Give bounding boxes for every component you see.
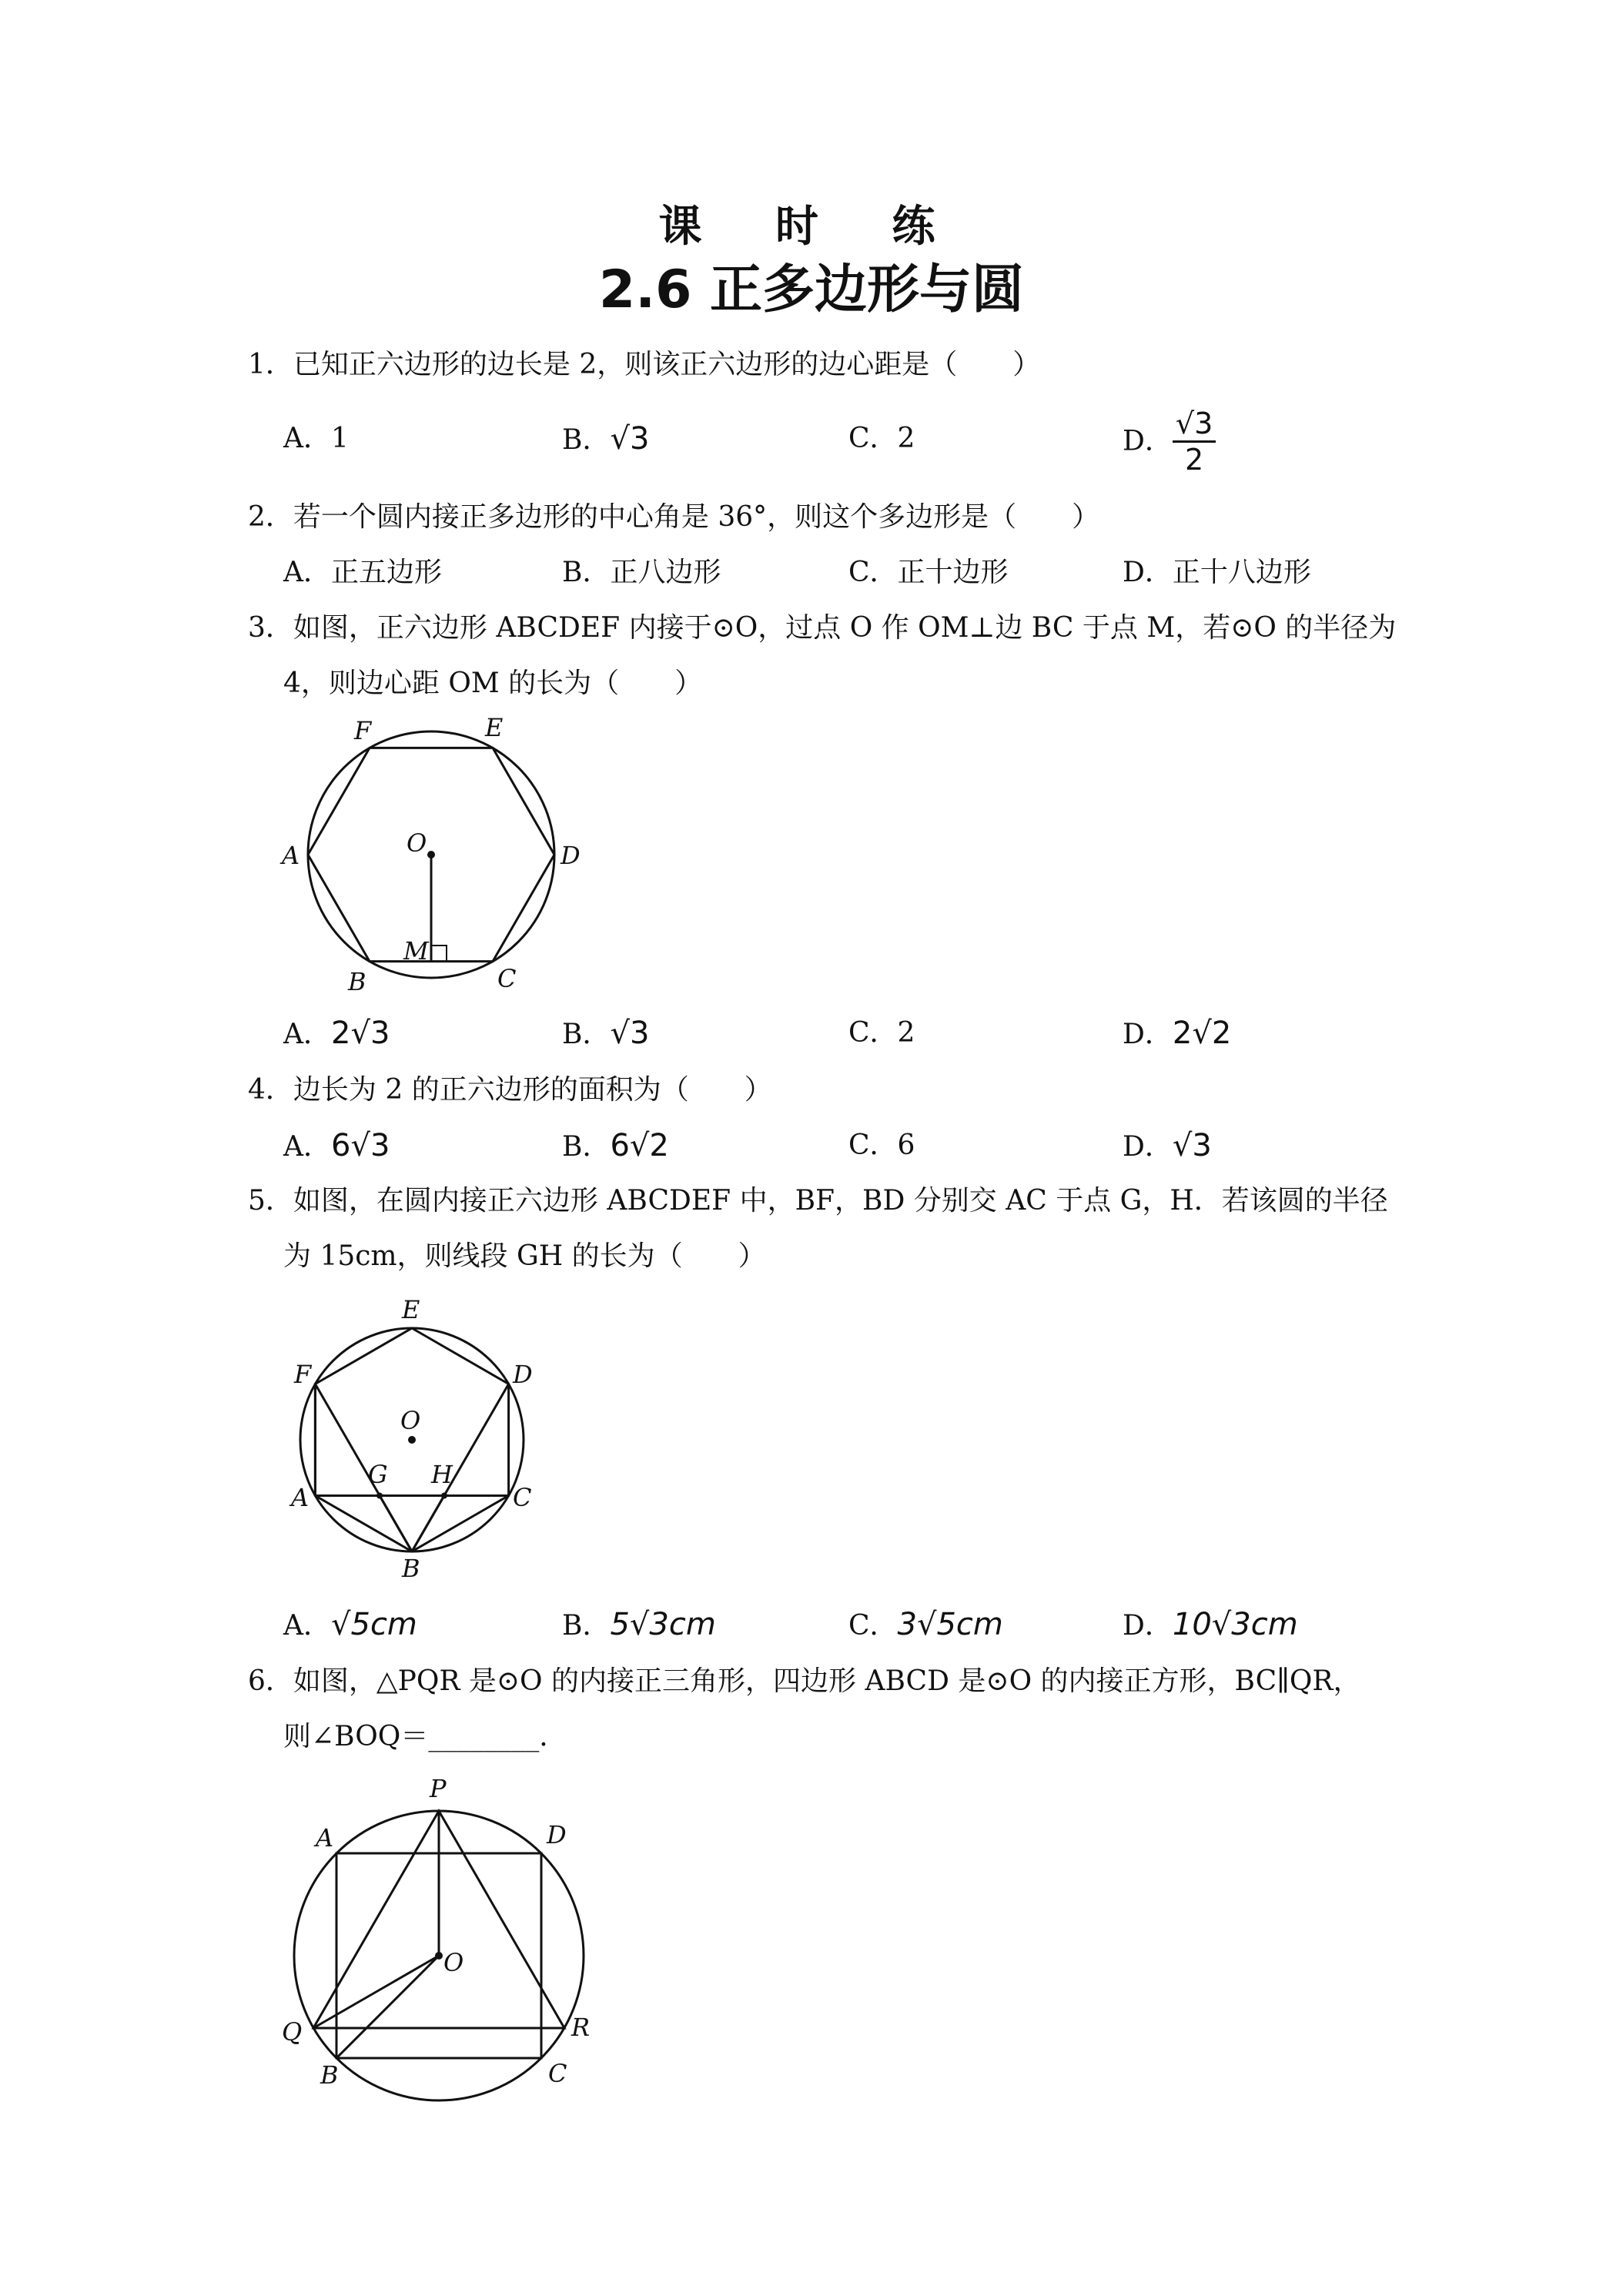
q5-option-a[interactable] (283, 1608, 417, 1643)
q3-right-angle-mark (431, 946, 447, 962)
question-6-text-line2: 则∠BOQ＝________． (283, 1721, 567, 1752)
q3-option-b-value: √3 (610, 1016, 650, 1051)
q2-option-a[interactable]: A．正五边形 (283, 557, 442, 588)
q5-option-d-label: D． (1123, 1610, 1173, 1642)
q3-option-d-label: D． (1123, 1019, 1173, 1050)
q6-label-o: O (443, 1948, 464, 1977)
q5-option-c-value: 3√5cm (897, 1607, 1003, 1642)
q1-option-c-value: 2 (897, 423, 915, 454)
q5-label-h: H (431, 1460, 453, 1489)
q5-option-b-label: B． (562, 1610, 611, 1642)
q1-option-a-label: A． (283, 423, 331, 454)
question-3-text-line1: 3．如图，正六边形 ABCDEF 内接于⊙O，过点 O 作 OM⊥边 BC 于点 M，若⊙O 的半径为 (248, 612, 1397, 644)
question-3-text-line2: 4，则边心距 OM 的长为（ ） (283, 668, 703, 699)
q4-option-d-value: √3 (1172, 1128, 1212, 1163)
q1-option-c-label: C． (848, 423, 898, 454)
q3-hexagon-figure (277, 713, 585, 996)
q6-triangle-square-figure (277, 1763, 616, 2133)
q3-label-e: E (485, 713, 504, 742)
q3-option-c-value: 2 (897, 1017, 915, 1049)
q4-option-a-value: 6√3 (331, 1128, 390, 1163)
q3-label-b: B (348, 967, 366, 996)
q3-option-a-label: A． (283, 1019, 331, 1050)
q3-label-f: F (354, 716, 372, 745)
q6-label-q: Q (282, 2017, 303, 2047)
q1-option-a-value: 1 (331, 423, 349, 454)
q3-option-b[interactable] (562, 1016, 649, 1052)
q3-option-b-label: B． (562, 1019, 611, 1050)
q1-option-d-denominator: 2 (1184, 443, 1204, 477)
q5-option-c-label: C． (848, 1610, 898, 1642)
q4-option-d-label: D． (1123, 1131, 1173, 1163)
q5-label-o: O (400, 1406, 421, 1435)
q6-label-b: B (320, 2060, 339, 2090)
q3-label-o: O (407, 828, 427, 858)
q4-option-b[interactable] (562, 1129, 669, 1164)
q4-option-b-label: B． (562, 1131, 611, 1163)
q6-label-r: R (571, 2013, 591, 2042)
q6-label-a: A (316, 1823, 334, 1853)
q4-option-c[interactable] (848, 1129, 915, 1163)
q1-option-c[interactable] (848, 422, 915, 456)
q6-label-c: C (548, 2059, 567, 2088)
q4-option-c-label: C． (848, 1130, 898, 1161)
q5-point-h (441, 1493, 447, 1499)
q5-option-a-value: √5cm (331, 1607, 417, 1642)
q4-option-c-value: 6 (897, 1130, 915, 1161)
q5-center-point (408, 1436, 416, 1444)
q5-point-g (376, 1493, 383, 1499)
q5-option-c[interactable] (848, 1608, 1003, 1643)
question-2-text: 2．若一个圆内接正多边形的中心角是 36°，则这个多边形是（ ） (248, 501, 1100, 533)
q6-label-p: P (430, 1774, 447, 1803)
q5-label-a: A (291, 1483, 310, 1512)
q5-label-c: C (513, 1483, 532, 1512)
q4-option-d[interactable] (1123, 1129, 1212, 1164)
q1-option-d[interactable] (1123, 407, 1216, 477)
question-4-text: 4．边长为 2 的正六边形的面积为（ ） (248, 1074, 772, 1106)
q1-option-d-label: D． (1123, 425, 1173, 457)
q5-label-b: B (402, 1554, 420, 1583)
q5-label-e: E (402, 1295, 420, 1324)
q5-option-d[interactable] (1123, 1608, 1298, 1643)
q3-label-d: D (561, 841, 581, 870)
q5-option-d-value: 10√3cm (1172, 1607, 1298, 1642)
q2-option-b[interactable]: B．正八边形 (562, 557, 721, 588)
q1-option-d-fraction (1173, 407, 1216, 477)
q5-option-b-value: 5√3cm (610, 1607, 716, 1642)
q3-option-d-value: 2√2 (1172, 1016, 1232, 1051)
q3-option-c[interactable] (848, 1016, 915, 1050)
q2-option-d[interactable]: D．正十八边形 (1123, 557, 1311, 588)
q5-hexagon-figure (285, 1294, 547, 1583)
q4-option-a-label: A． (283, 1131, 331, 1163)
q3-option-c-label: C． (848, 1017, 898, 1049)
q4-option-a[interactable] (283, 1129, 390, 1164)
question-6-text-line1: 6．如图，△PQR 是⊙O 的内接正三角形，四边形 ABCD 是⊙O 的内接正方形，BC∥QR， (248, 1665, 1361, 1697)
worksheet-heading: 课 时 练 (658, 201, 965, 252)
q1-option-b-value: √3 (610, 421, 650, 457)
q3-option-a-value: 2√3 (331, 1016, 390, 1051)
q3-label-a: A (282, 841, 300, 870)
question-1-text: 1．已知正六边形的边长是 2，则该正六边形的边心距是（ ） (248, 349, 1041, 380)
q2-option-c[interactable]: C．正十边形 (848, 557, 1009, 588)
q5-option-a-label: A． (283, 1610, 331, 1642)
q4-option-b-value: 6√2 (610, 1128, 669, 1163)
q6-label-d: D (547, 1820, 567, 1849)
q1-option-d-numerator: √3 (1173, 407, 1216, 443)
q5-label-f: F (294, 1360, 312, 1389)
question-5-text-line1: 5．如图，在圆内接正六边形 ABCDEF 中，BF，BD 分别交 AC 于点 G，H．若该圆的半径 (248, 1185, 1388, 1217)
q1-option-b[interactable] (562, 422, 649, 457)
question-5-text-line2: 为 15cm，则线段 GH 的长为（ ） (283, 1240, 766, 1272)
q3-label-m: M (403, 936, 429, 966)
q3-option-d[interactable] (1123, 1016, 1231, 1052)
q1-option-a[interactable] (283, 422, 349, 456)
q5-label-d: D (513, 1360, 533, 1389)
q5-label-g: G (368, 1460, 388, 1489)
q3-option-a[interactable] (283, 1016, 390, 1052)
q3-center-point (427, 851, 435, 858)
q5-option-b[interactable] (562, 1608, 716, 1643)
q6-center-point (435, 1952, 443, 1960)
lesson-title: 2.6 正多边形与圆 (598, 259, 1025, 320)
q3-label-c: C (497, 964, 517, 993)
q1-option-b-label: B． (562, 424, 611, 456)
